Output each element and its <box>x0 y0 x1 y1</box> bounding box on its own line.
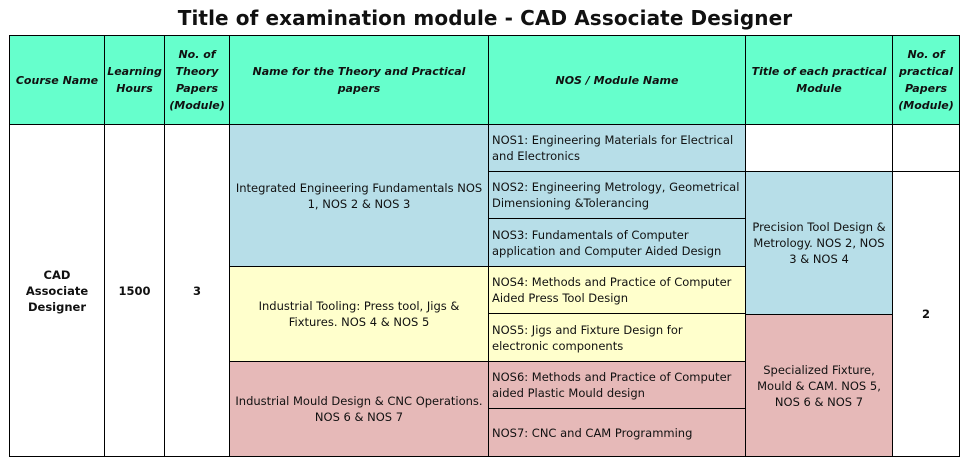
header-course-name: Course Name <box>9 35 105 125</box>
page-title: Title of examination module - CAD Associate Designer <box>177 6 793 30</box>
header-nos-module: NOS / Module Name <box>488 35 746 125</box>
header-paper-names: Name for the Theory and Practical papers <box>229 35 489 125</box>
header-theory-papers: No. of Theory Papers (Module) <box>164 35 230 125</box>
nos-6: NOS6: Methods and Practice of Computer aided Plastic Mould design <box>488 361 746 409</box>
theory-group-1: Integrated Engineering Fundamentals NOS 1, NOS 2 & NOS 3 <box>229 124 489 267</box>
practical-papers-empty-cell <box>892 124 960 172</box>
header-practical-title: Title of each practical Module <box>745 35 893 125</box>
nos-5: NOS5: Jigs and Fixture Design for electronic components <box>488 313 746 362</box>
theory-group-2: Industrial Tooling: Press tool, Jigs & Fixtures. NOS 4 & NOS 5 <box>229 266 489 362</box>
nos-7: NOS7: CNC and CAM Programming <box>488 408 746 457</box>
nos-4: NOS4: Methods and Practice of Computer Aided Press Tool Design <box>488 266 746 314</box>
header-learning-hours: Learning Hours <box>104 35 165 125</box>
practical-module-1: Precision Tool Design & Metrology. NOS 2, NOS 3 & NOS 4 <box>745 171 893 315</box>
header-practical-papers: No. of practical Papers (Module) <box>892 35 960 125</box>
theory-papers-cell: 3 <box>164 124 230 457</box>
nos-1: NOS1: Engineering Materials for Electrical and Electronics <box>488 124 746 172</box>
course-name-cell: CAD Associate Designer <box>9 124 105 457</box>
nos-2: NOS2: Engineering Metrology, Geometrical Dimensioning &Tolerancing <box>488 171 746 219</box>
practical-papers-cell: 2 <box>892 171 960 457</box>
nos-3: NOS3: Fundamentals of Computer application and Computer Aided Design <box>488 218 746 267</box>
learning-hours-cell: 1500 <box>104 124 165 457</box>
practical-module-2: Specialized Fixture, Mould & CAM. NOS 5, NOS 6 & NOS 7 <box>745 314 893 457</box>
theory-group-3: Industrial Mould Design & CNC Operations. NOS 6 & NOS 7 <box>229 361 489 457</box>
practical-empty-cell <box>745 124 893 172</box>
exam-module-table <box>9 35 960 457</box>
